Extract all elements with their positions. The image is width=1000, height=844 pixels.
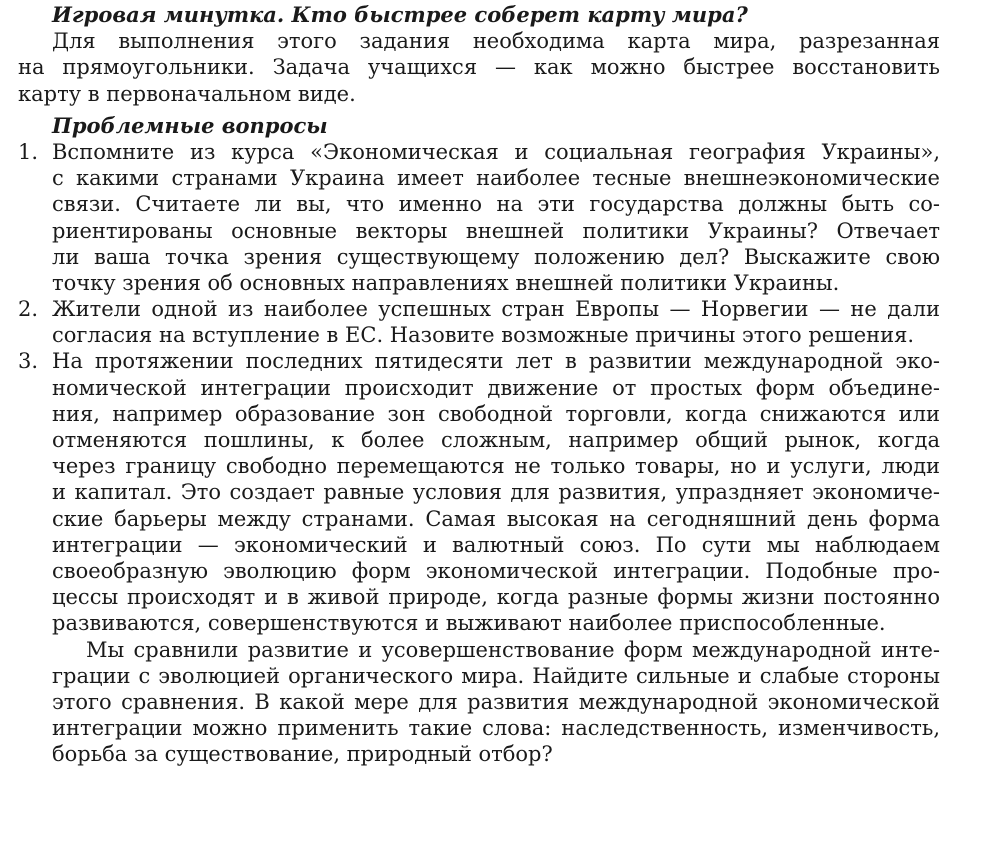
textbook-page: [18, 2, 940, 767]
question-line: развиваются, совершенствуются и выживают наиболее приспособленные.: [52, 611, 886, 636]
question-line: ские барьеры между странами. Самая высокая на сегодняшний день форма: [52, 506, 940, 531]
question-line: и капитал. Это создает равные условия для развития, упраздняет экономиче-: [52, 480, 940, 505]
question-line: интеграции можно применить такие слова: наследственность, изменчивость,: [52, 716, 940, 741]
paragraph-line: на прямоугольники. Задача учащихся — как можно быстрее восстановить: [18, 55, 940, 80]
question-line: цессы происходят и в живой природе, когда разные формы жизни постоянно: [52, 585, 940, 610]
question-item-2: [18, 296, 940, 348]
question-line: своеобразную эволюцию форм экономической интеграции. Подобные про-: [52, 558, 940, 583]
question-line: борьба за существование, природный отбор?: [52, 742, 553, 767]
question-line: 1. Вспомните из курса «Экономическая и социальная география Украины»,: [18, 139, 940, 164]
question-line: грации с эволюцией органического мира. Найдите сильные и слабые стороны: [52, 663, 940, 688]
question-line: связи. Считаете ли вы, что именно на эти государства должны быть со-: [52, 192, 940, 217]
question-item-1: [18, 139, 940, 296]
question-line: Мы сравнили развитие и усовершенствование форм международной инте-: [86, 637, 940, 662]
question-number: 3.: [18, 349, 39, 374]
question-line: ния, например образование зон свободной торговли, когда снижаются или: [52, 401, 940, 426]
paragraph-line: Для выполнения этого задания необходима карта мира, разрезанная: [52, 29, 940, 54]
question-line: с какими странами Украина имеет наиболее тесные внешнеэкономические: [52, 166, 940, 191]
question-line: риентированы основные векторы внешней политики Украины? Отвечает: [52, 218, 940, 243]
question-line: 2. Жители одной из наиболее успешных стран Европы — Норвегии — не дали: [18, 297, 940, 322]
game-paragraph: [18, 28, 940, 107]
paragraph-line: карту в первоначальном виде.: [18, 81, 356, 106]
question-line: этого сравнения. В какой мере для развития международной экономической: [52, 689, 940, 714]
question-line: ли ваша точка зрения существующему положению дел? Выскажите свою: [52, 244, 940, 269]
question-number: 2.: [18, 297, 39, 322]
questions-heading: Проблемные вопросы: [52, 112, 328, 138]
question-line: согласия на вступление в ЕС. Назовите возможные причины этого решения.: [52, 323, 915, 348]
question-line: через границу свободно перемещаются не только товары, но и услуги, люди: [52, 454, 940, 479]
question-line: отменяются пошлины, к более сложным, например общий рынок, когда: [52, 428, 940, 452]
question-line: номической интеграции происходит движение от простых форм объедине-: [52, 375, 940, 400]
question-number: 1.: [18, 139, 39, 164]
question-line: интеграции — экономический и валютный союз. По сути мы наблюдаем: [52, 532, 940, 557]
question-line: точку зрения об основных направлениях внешней политики Украины.: [52, 270, 840, 295]
question-item-3: [18, 348, 940, 767]
question-line: 3. На протяжении последних пятидесяти лет в развитии международной эко-: [18, 349, 940, 374]
game-heading: Игровая минутка. Кто быстрее соберет карту мира?: [52, 2, 748, 27]
